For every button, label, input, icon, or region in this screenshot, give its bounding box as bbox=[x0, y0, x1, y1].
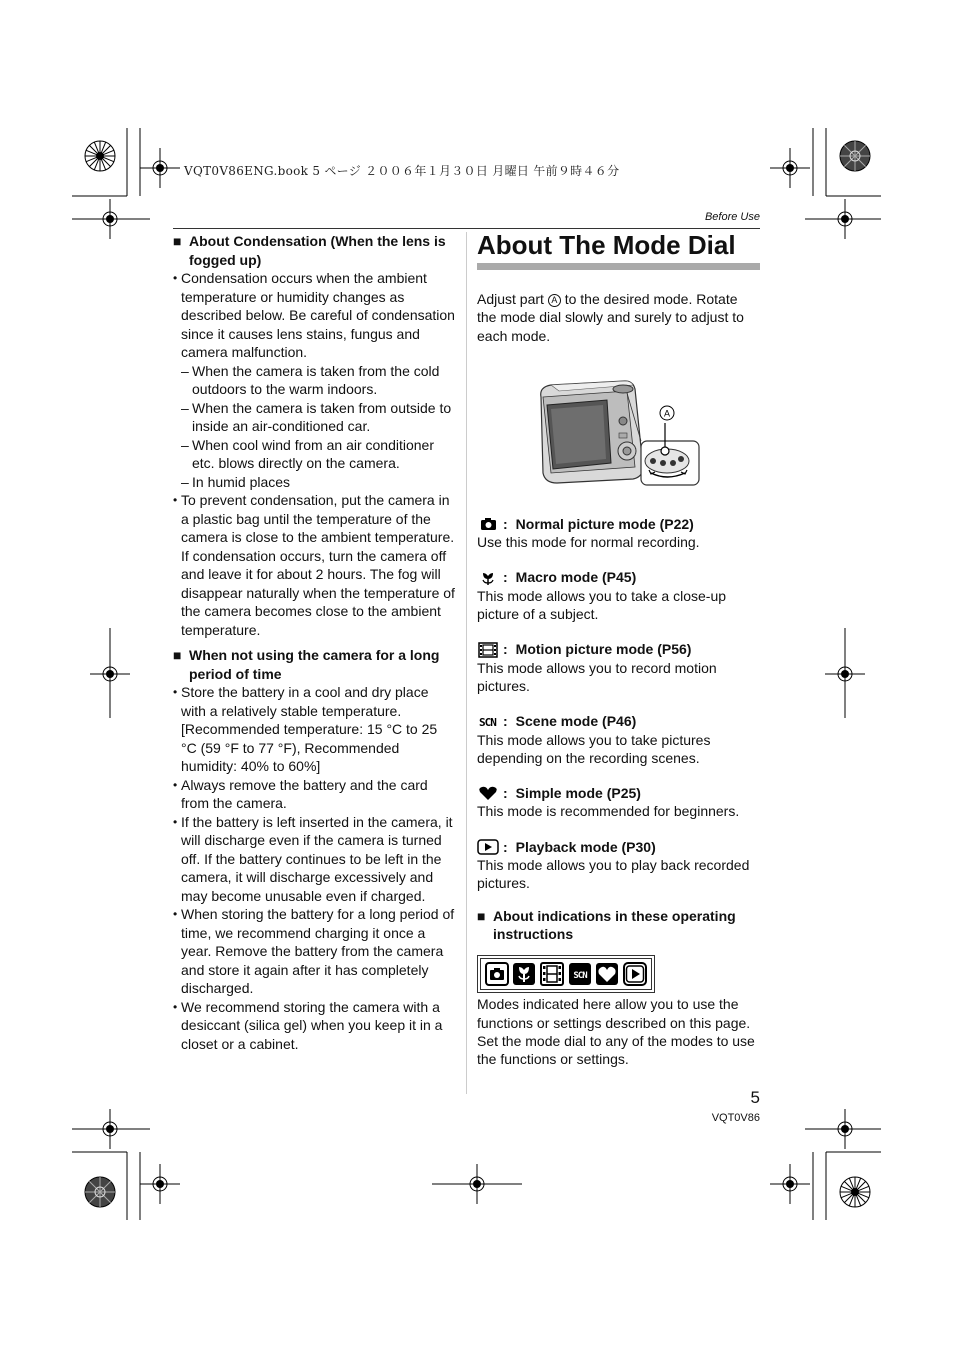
storage-bullet-5: • We recommend storing the camera with a desiccant (silica gel) when you keep it in a closet or a cabinet. bbox=[173, 998, 455, 1054]
indications-paragraph: Modes indicated here allow you to use the functions or settings described on this page. Set the mode dial to any of the modes to use the functions or settings. bbox=[477, 996, 755, 1068]
camera-illustration bbox=[535, 375, 705, 495]
scn-icon bbox=[568, 962, 592, 986]
callout-a-label: A bbox=[663, 408, 671, 419]
square-bullet-icon: ■ bbox=[173, 647, 182, 663]
heart-icon bbox=[595, 962, 619, 986]
storage-bullet-1: • Store the battery in a cool and dry place with a relatively stable temperature. [Recommended temperature: 15 °C to 25 °C (59 °F to 77 °F), Recommended humidity: 40% to 60%] bbox=[173, 683, 455, 776]
mode-macro: : Macro mode (P45) This mode allows you to take a close-up picture of a subject. bbox=[477, 569, 727, 623]
condensation-bullet: • Condensation occurs when the ambient temperature or humidity changes as described below. Be careful of condensation since it causes lens stains, fungus and camera malfunction. bbox=[173, 269, 455, 362]
condensation-sub-4: – In humid places bbox=[173, 473, 455, 492]
macro-flower-icon bbox=[512, 962, 536, 986]
mode-scene: SCN : Scene mode (P46) This mode allows you to take pictures depending on the recording scenes. bbox=[477, 713, 711, 766]
condensation-sub-2: – When the camera is taken from outside to inside an air-conditioned car. bbox=[173, 399, 455, 436]
column-divider bbox=[466, 232, 467, 1094]
heart-icon bbox=[477, 785, 499, 801]
square-bullet-icon: ■ bbox=[477, 907, 486, 924]
scn-icon bbox=[477, 713, 499, 729]
mode-icon-strip bbox=[477, 955, 655, 993]
mode-normal-picture: : Normal picture mode (P22) Use this mode for normal recording. bbox=[477, 515, 700, 551]
camera-icon bbox=[485, 962, 509, 986]
condensation-sub-3: – When cool wind from an air conditioner etc. blows directly on the camera. bbox=[173, 436, 455, 473]
print-job-header: VQT0V86ENG.book 5 ページ ２００６年１月３０日 月曜日 午前９時４６分 bbox=[184, 164, 620, 178]
mode-playback: : Playback mode (P30) This mode allows you to play back recorded pictures. bbox=[477, 838, 750, 892]
page-number: 5 bbox=[750, 1088, 760, 1107]
document-code: VQT0V86 bbox=[711, 1112, 760, 1124]
storage-heading: ■ When not using the camera for a long period of time bbox=[173, 647, 440, 682]
title-underline-bar bbox=[477, 263, 760, 270]
storage-bullet-4: • When storing the battery for a long period of time, we recommend charging it once a year. Remove the battery from the camera and store it again after it has completely discharged. bbox=[173, 905, 455, 998]
prevent-condensation-bullet: • To prevent condensation, put the camera in a plastic bag until the temperature of the camera is close to the ambient temperature. If condensation occurs, turn the camera off and leave it for about 2 hours. The fog will disappear naturally when the temperature of the camera becomes close to the ambient temperature. bbox=[173, 491, 455, 639]
square-bullet-icon: ■ bbox=[173, 233, 182, 249]
section-label: Before Use bbox=[704, 211, 760, 223]
mode-simple: : Simple mode (P25) This mode is recommended for beginners. bbox=[477, 785, 740, 820]
mode-motion-picture: : Motion picture mode (P56) This mode allows you to record motion pictures. bbox=[477, 641, 717, 694]
left-column bbox=[173, 232, 455, 1053]
indications-heading: ■ About indications in these operating instructions bbox=[477, 907, 736, 942]
part-a-marker: A bbox=[548, 294, 561, 307]
play-icon bbox=[477, 839, 499, 855]
svg-text:SCN: SCN bbox=[573, 971, 587, 982]
right-column bbox=[477, 228, 760, 1068]
svg-text:SCN: SCN bbox=[479, 716, 496, 730]
condensation-heading: ■ About Condensation (When the lens is fogged up) bbox=[173, 233, 446, 268]
intro-paragraph: Adjust part A to the desired mode. Rotate the mode dial slowly and surely to adjust to each mode. bbox=[477, 291, 744, 344]
storage-bullet-2: • Always remove the battery and the card from the camera. bbox=[173, 776, 455, 813]
macro-flower-icon bbox=[477, 570, 499, 586]
film-icon bbox=[540, 962, 564, 986]
page-title: About The Mode Dial bbox=[477, 230, 736, 260]
condensation-sub-1: – When the camera is taken from the cold outdoors to the warm indoors. bbox=[173, 362, 455, 399]
camera-icon bbox=[477, 516, 499, 532]
storage-bullet-3: • If the battery is left inserted in the camera, it will discharge even if the camera is turned off. If the battery continues to be left in the camera, it will discharge excessively and may become unusable even if charged. bbox=[173, 813, 455, 906]
play-icon bbox=[623, 962, 647, 986]
film-icon bbox=[477, 642, 499, 658]
